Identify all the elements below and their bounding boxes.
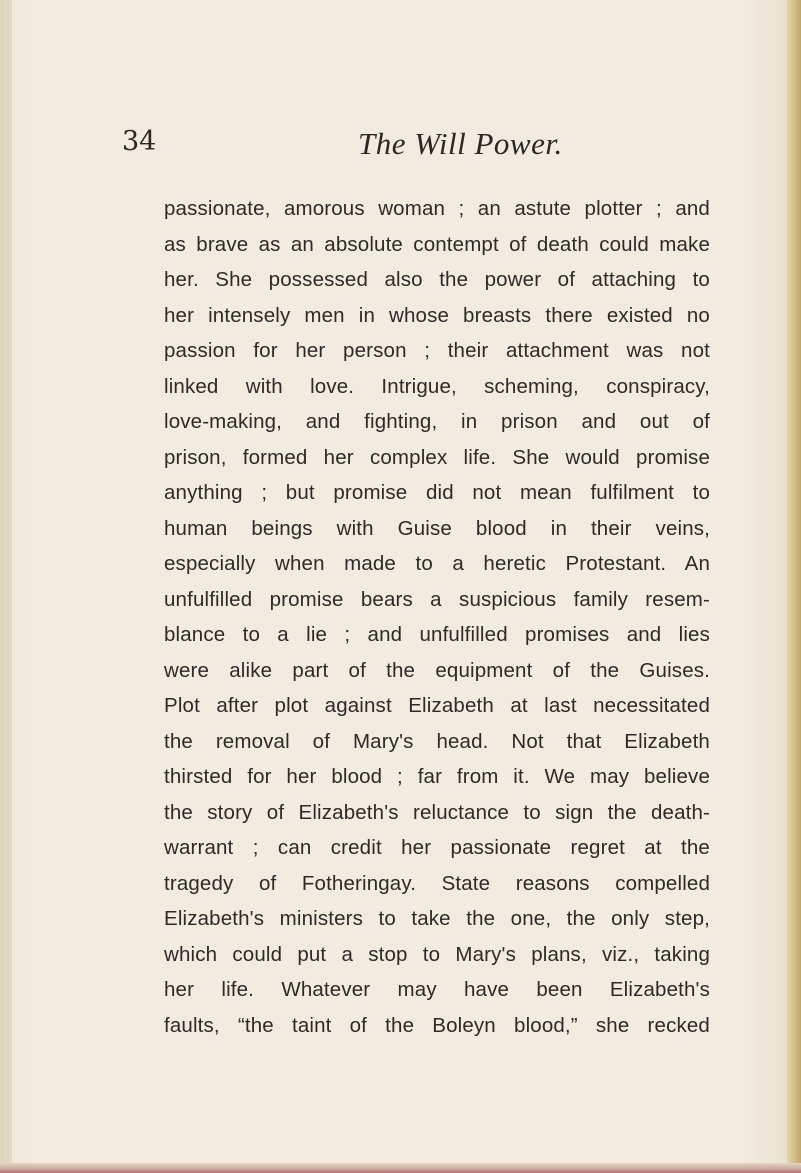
text-line: were alike part of the equipment of the Guises.: [164, 658, 710, 682]
page-bottom-edge: [0, 1163, 801, 1173]
text-line: Plot after plot against Elizabeth at last necessitated: [164, 694, 710, 717]
text-line: human beings with Guise blood in their veins,: [164, 516, 710, 540]
text-line: love-making, and fighting, in prison and out of: [164, 410, 710, 433]
text-line: the story of Elizabeth's reluctance to sign the death-: [164, 800, 710, 824]
text-line: anything ; but promise did not mean fulfilment to: [164, 481, 710, 504]
text-line: her. She possessed also the power of attaching to: [164, 268, 710, 291]
running-title: The Will Power.: [358, 126, 563, 161]
text-line: linked with love. Intrigue, scheming, conspiracy,: [164, 374, 710, 398]
text-line: prison, formed her complex life. She would promise: [164, 445, 710, 469]
text-line: faults, “the taint of the Boleyn blood,” she recked: [164, 1013, 710, 1037]
text-line: as brave as an absolute contempt of death could make: [164, 232, 710, 256]
text-line: tragedy of Fotheringay. State reasons compelled: [164, 871, 710, 895]
running-header: [122, 126, 708, 166]
text-line: thirsted for her blood ; far from it. We may believe: [164, 765, 710, 788]
text-line: blance to a lie ; and unfulfilled promises and lies: [164, 623, 710, 646]
text-line: which could put a stop to Mary's plans, viz., taking: [164, 942, 710, 966]
page-gutter-edge: [0, 0, 12, 1173]
page-fore-edge: [787, 0, 801, 1173]
text-line: the removal of Mary's head. Not that Elizabeth: [164, 729, 710, 753]
text-line: passion for her person ; their attachment was not: [164, 339, 710, 362]
text-line: especially when made to a heretic Protestant. An: [164, 552, 710, 575]
text-line: passionate, amorous woman ; an astute plotter ; and: [164, 197, 710, 220]
text-line: her intensely men in whose breasts there existed no: [164, 303, 710, 327]
text-line: Elizabeth's ministers to take the one, the only step,: [164, 907, 710, 930]
text-line: her life. Whatever may have been Elizabeth's: [164, 978, 710, 1001]
page-number: 34: [122, 126, 157, 157]
text-line: warrant ; can credit her passionate regret at the: [164, 836, 710, 859]
body-paragraph: [164, 191, 710, 1043]
text-line: unfulfilled promise bears a suspicious family resem-: [164, 587, 710, 611]
